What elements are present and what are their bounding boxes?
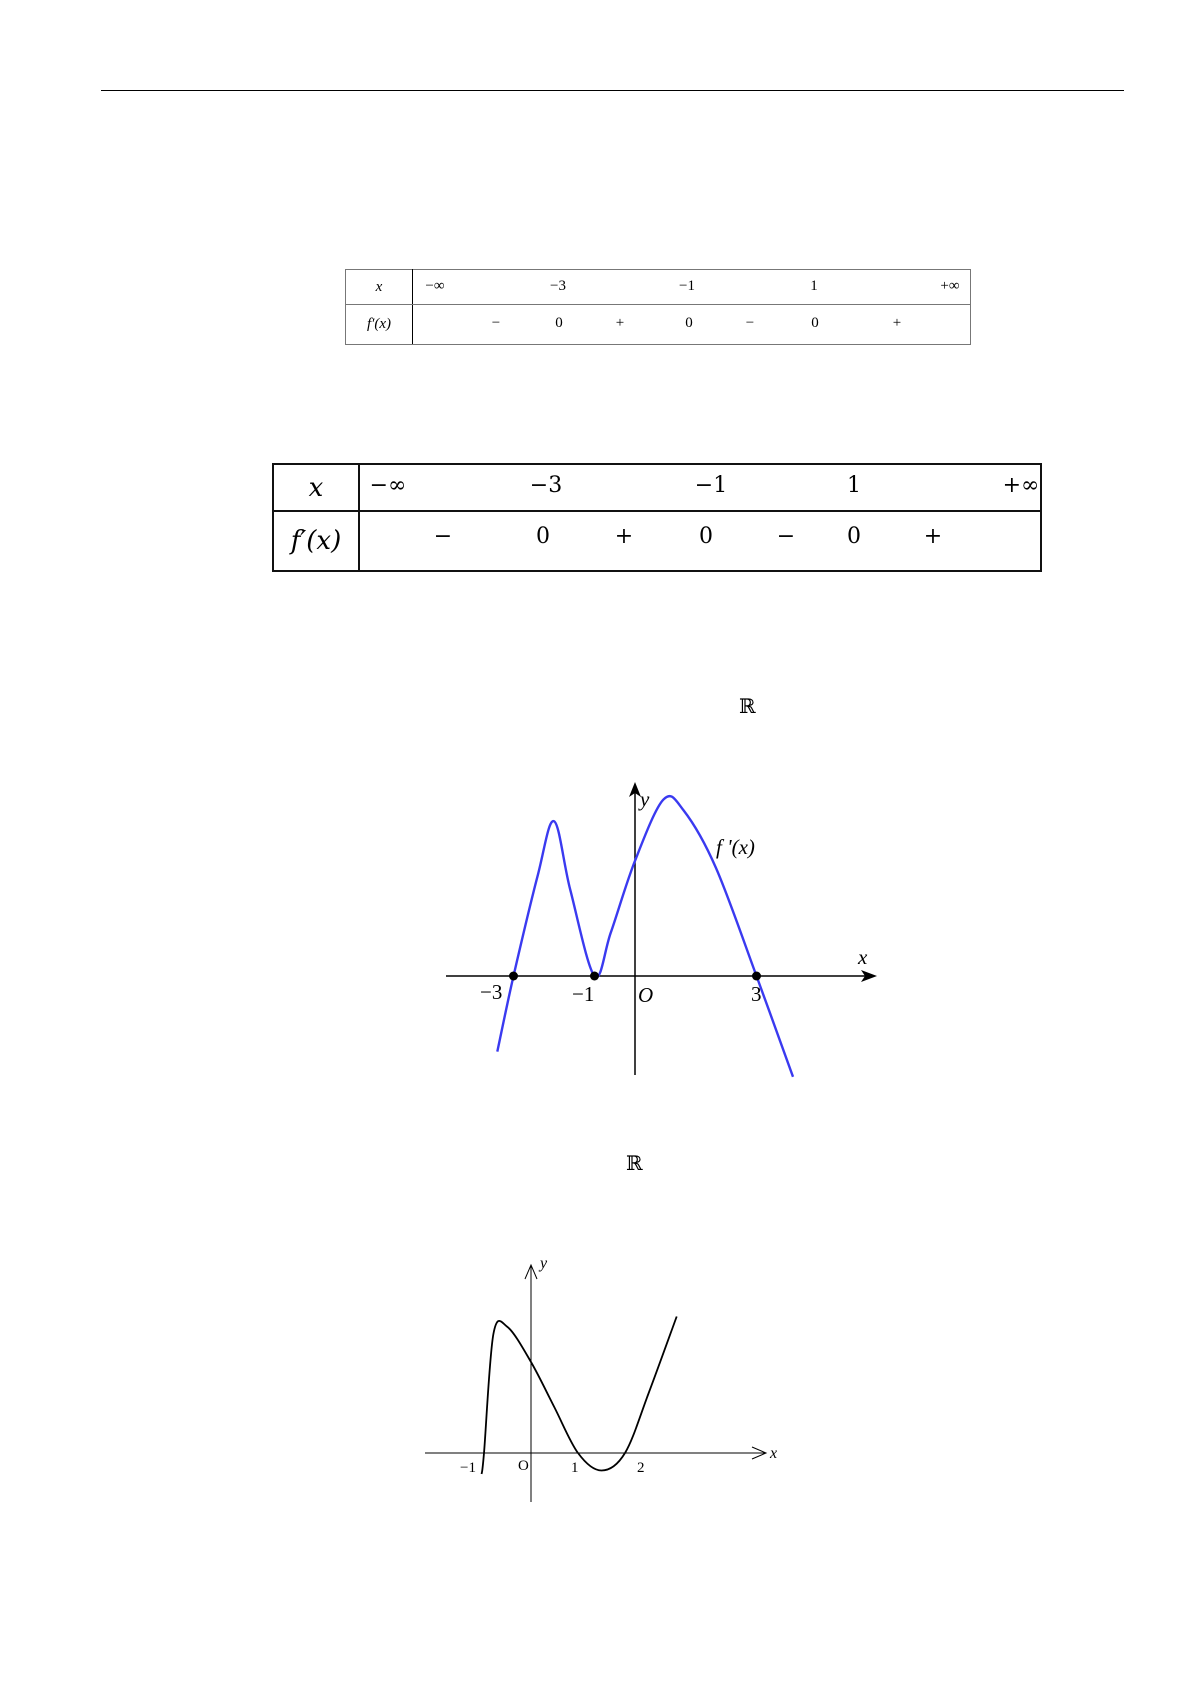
function-curve bbox=[482, 1317, 677, 1475]
table1-sign: − bbox=[745, 315, 755, 331]
y-axis-label: y bbox=[540, 1255, 548, 1272]
table1-x-value: 1 bbox=[810, 278, 818, 294]
table2-x-value: +∞ bbox=[1002, 473, 1040, 498]
table1-sign: 0 bbox=[811, 315, 819, 331]
tick-label: 3 bbox=[751, 982, 762, 1006]
tick-label: 2 bbox=[637, 1460, 645, 1476]
curve-label: f '(x) bbox=[716, 835, 755, 859]
table1-sign: 0 bbox=[555, 315, 563, 331]
table2-fprime-label: f′(x) bbox=[273, 511, 359, 571]
table2-x-value: −3 bbox=[529, 473, 563, 498]
table2-x-value: −1 bbox=[694, 473, 728, 498]
table2-x-value: −∞ bbox=[369, 473, 407, 498]
table1-sign: − bbox=[491, 315, 501, 331]
origin-label: O bbox=[518, 1458, 529, 1474]
x-axis-label: x bbox=[858, 945, 868, 969]
tick-label: −3 bbox=[480, 980, 503, 1004]
origin-label: O bbox=[638, 983, 654, 1007]
table1-x-value: −3 bbox=[550, 278, 566, 294]
table1-sign: + bbox=[615, 315, 625, 331]
table1-sign: + bbox=[892, 315, 902, 331]
reals-symbol: ℝ bbox=[626, 1151, 643, 1175]
table2-sign: 0 bbox=[847, 524, 861, 549]
table2-x-value: 1 bbox=[847, 473, 861, 498]
table2-sign: − bbox=[776, 524, 796, 549]
table2-sign: 0 bbox=[536, 524, 550, 549]
table1-x-value: −1 bbox=[679, 278, 695, 294]
x-axis-label: x bbox=[770, 1445, 778, 1462]
table1-x-value: +∞ bbox=[940, 278, 960, 294]
tick-label: −1 bbox=[460, 1460, 476, 1476]
table2-sign: − bbox=[433, 524, 453, 549]
tick-label: 1 bbox=[571, 1460, 579, 1476]
table1-x-label: x bbox=[346, 270, 413, 305]
table2-x-label: x bbox=[273, 464, 359, 511]
table1-sign: 0 bbox=[685, 315, 693, 331]
table2-sign: + bbox=[923, 524, 943, 549]
table1-x-value: −∞ bbox=[425, 278, 445, 294]
table2-sign: 0 bbox=[699, 524, 713, 549]
reals-symbol: ℝ bbox=[739, 694, 756, 718]
y-axis-label: y bbox=[640, 787, 650, 811]
table1-fprime-label: f′(x) bbox=[346, 305, 413, 345]
table2-sign: + bbox=[614, 524, 634, 549]
tick-label: −1 bbox=[572, 982, 595, 1006]
